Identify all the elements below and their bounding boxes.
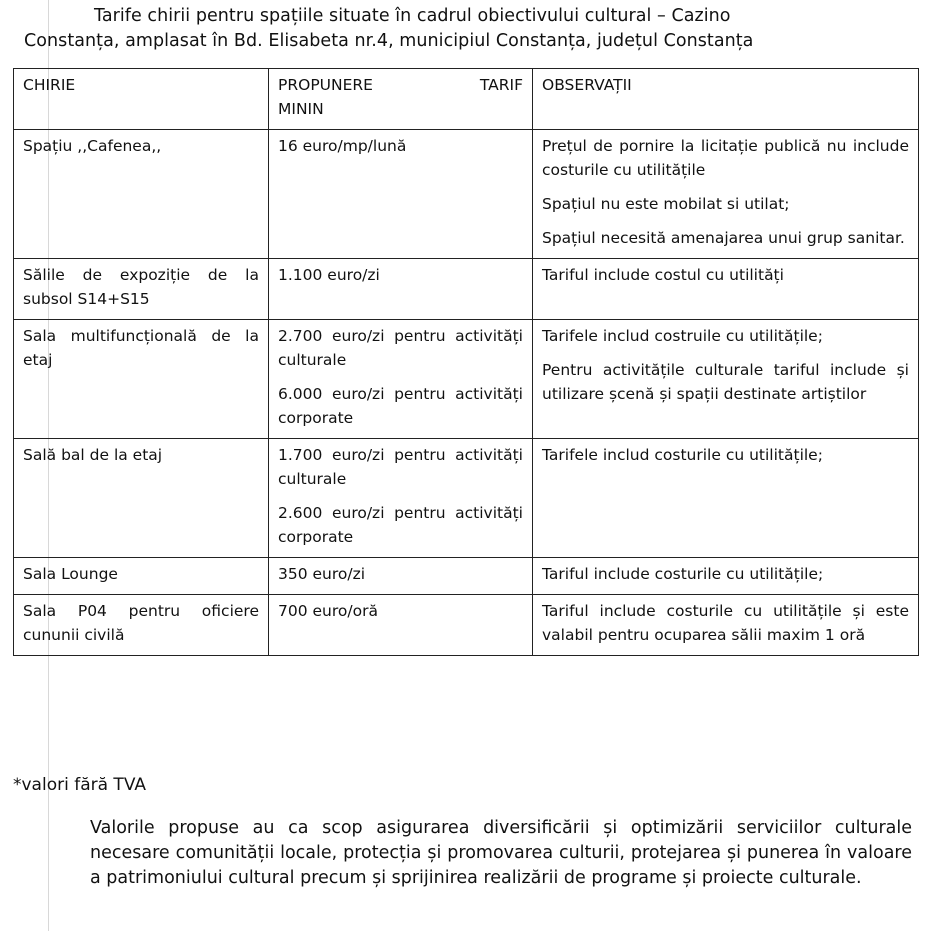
closing-paragraph-text: Valorile propuse au ca scop asigurarea diversificării și optimizării serviciilor culturale necesare comunității locale, protecția și promovarea culturii, protejarea și punerea în valoare a patrimoniului cultural precum și sprijinirea realizării de programe și proiecte culturale. [90, 818, 912, 888]
rent-cell [14, 595, 269, 656]
table-row [14, 595, 919, 656]
rent-name: Sala multifuncțională de la etaj [23, 327, 259, 369]
header-tarif-line-1: PROPUNERE TARIF [278, 76, 523, 94]
header-observatii-label: OBSERVAȚII [542, 76, 632, 94]
observation-text: Tarifele includ costruile cu utilitățile; [542, 327, 823, 345]
tariff-cell [269, 130, 533, 259]
rent-name: Sala P04 pentru oficiere cununii civilă [23, 602, 259, 644]
tariff-cell [269, 595, 533, 656]
header-observatii [533, 69, 919, 130]
tariff-value: 350 euro/zi [278, 565, 366, 583]
rent-name: Sala Lounge [23, 565, 118, 583]
observations-cell [533, 320, 919, 439]
closing-paragraph [24, 816, 912, 891]
table-row [14, 558, 919, 595]
observation-text: Spațiul nu este mobilat si utilat; [542, 195, 790, 213]
header-tarif-line-2: MININ [278, 100, 324, 118]
document-title [24, 4, 914, 54]
tariff-cell [269, 439, 533, 558]
vat-note: *valori fără TVA [13, 775, 146, 795]
observation-text: Tariful include costul cu utilități [542, 266, 784, 284]
table-row [14, 259, 919, 320]
header-chirie [14, 69, 269, 130]
observation-text: Tarifele includ costurile cu utilitățile; [542, 446, 823, 464]
tariff-value: 6.000 euro/zi pentru activități corporate [278, 385, 523, 427]
observations-cell [533, 595, 919, 656]
table-row [14, 439, 919, 558]
rent-cell [14, 320, 269, 439]
tariff-value: 1.100 euro/zi [278, 266, 380, 284]
header-chirie-label: CHIRIE [23, 76, 76, 94]
title-line-1: Tarife chirii pentru spațiile situate în cadrul obiectivului cultural – Cazino [94, 6, 731, 26]
rent-cell [14, 259, 269, 320]
tariff-value: 1.700 euro/zi pentru activități culturale [278, 446, 523, 488]
tariff-cell [269, 259, 533, 320]
observations-cell [533, 130, 919, 259]
observations-cell [533, 558, 919, 595]
tariff-value: 700 euro/oră [278, 602, 378, 620]
observation-text: Pentru activitățile culturale tariful include și utilizare șcenă și spații destinate artiștilor [542, 361, 909, 403]
rent-name: Sală bal de la etaj [23, 446, 163, 464]
table-header-row [14, 69, 919, 130]
tariff-value: 2.600 euro/zi pentru activități corporate [278, 504, 523, 546]
observation-text: Tariful include costurile cu utilitățile și este valabil pentru ocuparea sălii maxim 1 oră [542, 602, 909, 644]
tariff-cell [269, 320, 533, 439]
rent-cell [14, 558, 269, 595]
title-line-2: Constanța, amplasat în Bd. Elisabeta nr.4, municipiul Constanța, județul Constanța [24, 31, 754, 51]
observations-cell [533, 439, 919, 558]
tariff-value: 16 euro/mp/lună [278, 137, 407, 155]
table-row [14, 320, 919, 439]
tariff-table [13, 68, 919, 656]
tariff-value: 2.700 euro/zi pentru activități culturale [278, 327, 523, 369]
header-propunere-tarif [269, 69, 533, 130]
observation-text: Spațiul necesită amenajarea unui grup sanitar. [542, 229, 905, 247]
table-row [14, 130, 919, 259]
rent-name: Sălile de expoziție de la subsol S14+S15 [23, 266, 259, 308]
rent-name: Spațiu ,,Cafenea,, [23, 137, 162, 155]
observation-text: Tariful include costurile cu utilitățile; [542, 565, 824, 583]
tariff-cell [269, 558, 533, 595]
rent-cell [14, 130, 269, 259]
observation-text: Prețul de pornire la licitație publică nu include costurile cu utilitățile [542, 137, 909, 179]
observations-cell [533, 259, 919, 320]
rent-cell [14, 439, 269, 558]
